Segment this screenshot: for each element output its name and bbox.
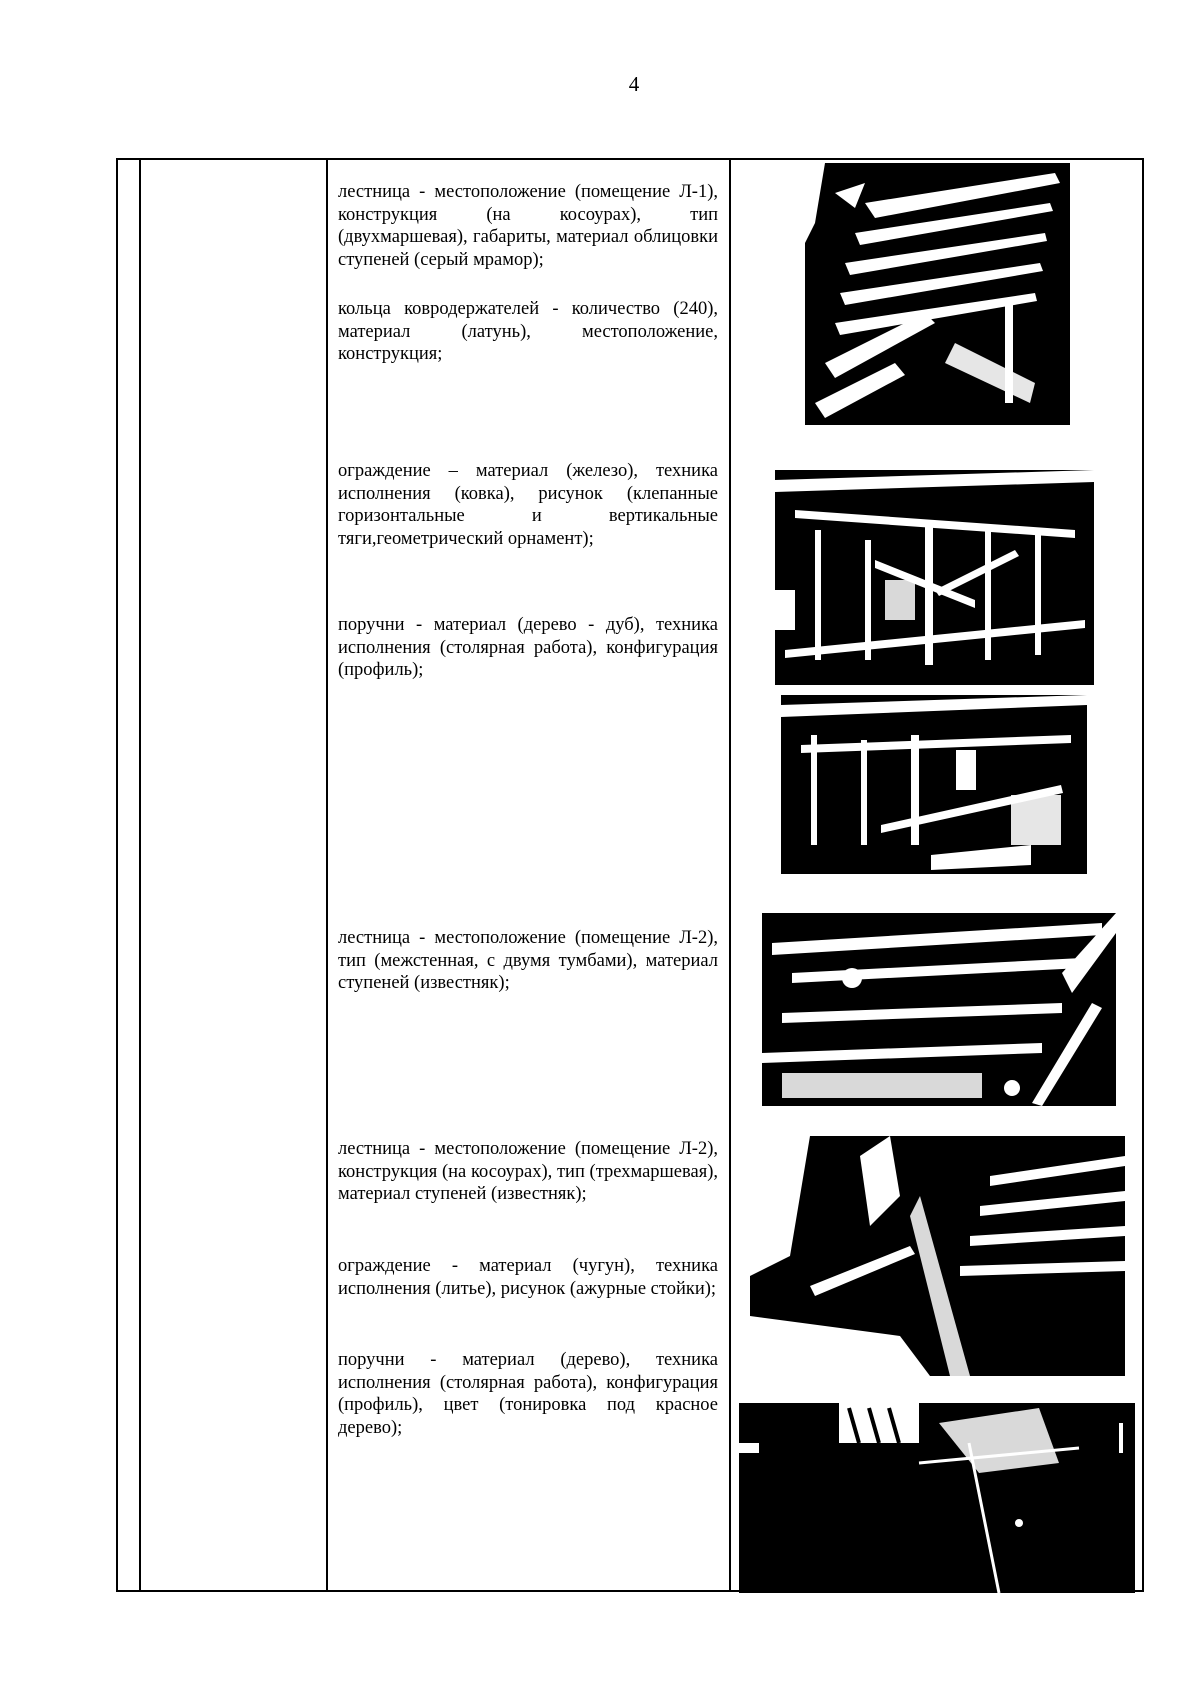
item-description: лестница - местоположение (помещение Л-2), тип (межстенная, с двумя тумбами), материал ступеней (известняк); <box>338 928 718 993</box>
item-description: ограждение – материал (железо), техника исполнения (ковка), рисунок (клепанные горизонтальные и вертикальные тяги,геометрический орнамент); <box>338 461 718 549</box>
item-description: поручни - материал (дерево - дуб), техника исполнения (столярная работа), конфигурация (профиль); <box>338 615 718 680</box>
item-description: поручни - материал (дерево), техника исполнения (столярная работа), конфигурация (профиль), цвет (тонировка под красное дерево); <box>338 1350 718 1438</box>
item-description: лестница - местоположение (помещение Л-1), конструкция (на косоурах), тип (двухмаршевая), габариты, материал облицовки ступеней (серый мрамор); <box>338 182 718 270</box>
staircase-interior-photo <box>739 1403 1135 1593</box>
staircase-photo <box>805 163 1070 425</box>
railing-photo <box>775 470 1094 685</box>
item-description: кольца ковродержателей - количество (240), материал (латунь), местоположение, конструкция; <box>338 299 718 364</box>
page-number: 4 <box>628 72 640 96</box>
staircase-three-flight-photo <box>750 1136 1125 1376</box>
item-description: ограждение - материал (чугун), техника исполнения (литье), рисунок (ажурные стойки); <box>338 1256 718 1299</box>
item-description: лестница - местоположение (помещение Л-2), конструкция (на косоурах), тип (трехмаршевая), материал ступеней (известняк); <box>338 1139 718 1204</box>
table-column-divider <box>326 158 328 1592</box>
table-column-divider <box>729 158 731 1592</box>
staircase-l2-photo <box>762 913 1116 1106</box>
railing-detail-photo <box>781 695 1087 874</box>
table-column-divider <box>139 158 141 1592</box>
